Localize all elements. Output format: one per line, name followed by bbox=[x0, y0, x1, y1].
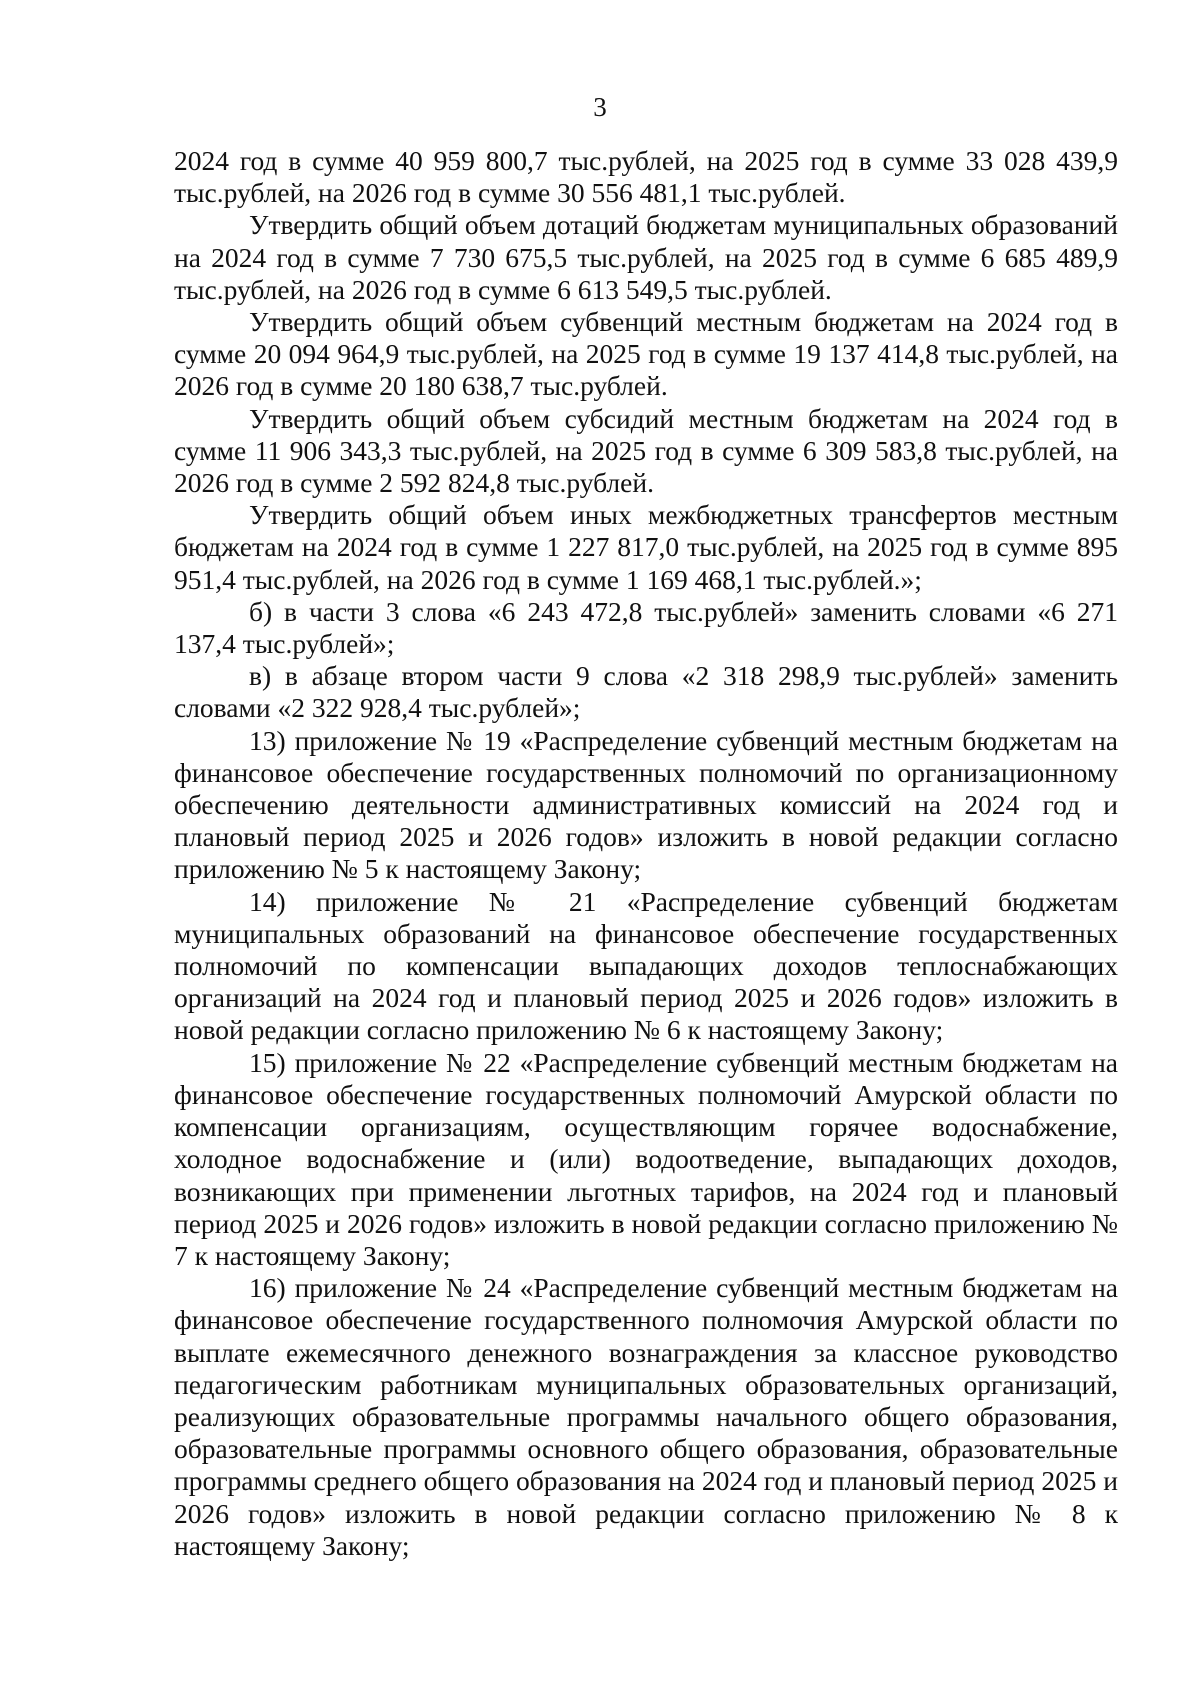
paragraph-item-13: 13) приложение № 19 «Распределение субвенций местным бюджетам на финансовое обеспечение государственных полномочий по организационному обеспечению деятельности административных комиссий на 2024 год и плановый период 2025 и 2026 годов» изложить в новой редакции согласно приложению № 5 к настоящему Закону; bbox=[174, 724, 1118, 885]
paragraph-subsidies-municipal: Утвердить общий объем дотаций бюджетам муниципальных образований на 2024 год в сумме 7 730 675,5 тыс.рублей, на 2025 год в сумме 6 685 489,9 тыс.рублей, на 2026 год в сумме 6 613 549,5 тыс.рублей. bbox=[174, 209, 1118, 305]
document-body bbox=[174, 145, 1118, 1562]
paragraph-item-16: 16) приложение № 24 «Распределение субвенций местным бюджетам на финансовое обеспечение государственного полномочия Амурской области по выплате ежемесячного денежного вознаграждения за классное руководство педагогическим работникам муниципальных образовательных организаций, реализующих образовательные программы начального общего образования, образовательные программы основного общего образования, образовательные программы среднего общего образования на 2024 год и плановый период 2025 и 2026 годов» изложить в новой редакции согласно приложению № 8 к настоящему Закону; bbox=[174, 1272, 1118, 1561]
paragraph-item-14: 14) приложение № 21 «Распределение субвенций бюджетам муниципальных образований на финансовое обеспечение государственных полномочий по компенсации выпадающих доходов теплоснабжающих организаций на 2024 год и плановый период 2025 и 2026 годов» изложить в новой редакции согласно приложению № 6 к настоящему Закону; bbox=[174, 885, 1118, 1046]
paragraph-subsidies-local: Утвердить общий объем субсидий местным бюджетам на 2024 год в сумме 11 906 343,3 тыс.рублей, на 2025 год в сумме 6 309 583,8 тыс.рублей, на 2026 год в сумме 2 592 824,8 тыс.рублей. bbox=[174, 402, 1118, 499]
paragraph-item-v: в) в абзаце втором части 9 слова «2 318 298,9 тыс.рублей» заменить словами «2 322 928,4 тыс.рублей»; bbox=[174, 660, 1118, 724]
paragraph-item-b: б) в части 3 слова «6 243 472,8 тыс.рублей» заменить словами «6 271 137,4 тыс.рублей»; bbox=[174, 595, 1118, 660]
paragraph-subventions: Утвердить общий объем субвенций местным бюджетам на 2024 год в сумме 20 094 964,9 тыс.рублей, на 2025 год в сумме 19 137 414,8 тыс.рублей, на 2026 год в сумме 20 180 638,7 тыс.рублей. bbox=[174, 306, 1118, 402]
page-number: 3 bbox=[593, 92, 607, 122]
paragraph-other-transfers: Утвердить общий объем иных межбюджетных трансфертов местным бюджетам на 2024 год в сумме 1 227 817,0 тыс.рублей, на 2025 год в сумме 895 951,4 тыс.рублей, на 2026 год в сумме 1 169 468,1 тыс.рублей.»; bbox=[174, 499, 1118, 595]
paragraph-item-15: 15) приложение № 22 «Распределение субвенций местным бюджетам на финансовое обеспечение государственных полномочий Амурской области по компенсации организациям, осуществляющим горячее водоснабжение, холодное водоснабжение и (или) водоотведение, выпадающих доходов, возникающих при применении льготных тарифов, на 2024 год и плановый период 2025 и 2026 годов» изложить в новой редакции согласно приложению № 7 к настоящему Закону; bbox=[174, 1046, 1118, 1271]
paragraph-continuation: 2024 год в сумме 40 959 800,7 тыс.рублей, на 2025 год в сумме 33 028 439,9 тыс.рублей, на 2026 год в сумме 30 556 481,1 тыс.рублей. bbox=[174, 145, 1118, 209]
